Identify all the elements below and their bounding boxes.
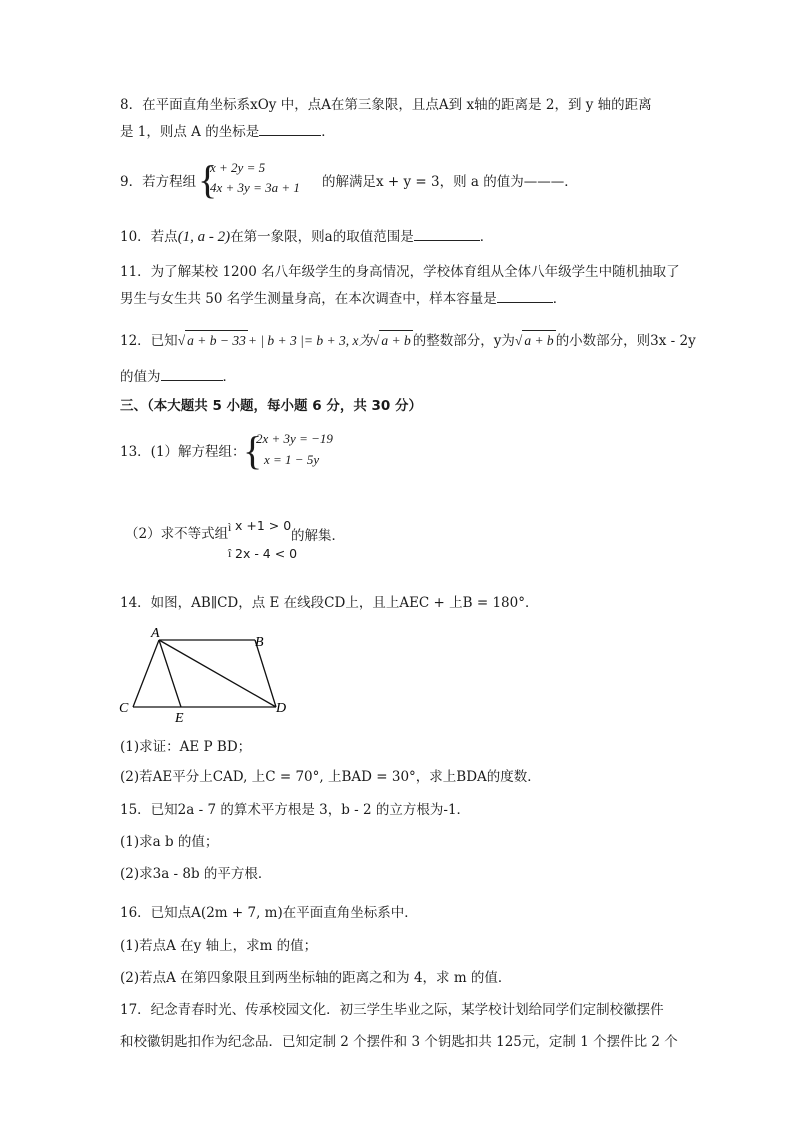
q12-mid-1: + | b + 3 |= b + 3, x为 [247, 333, 372, 348]
q14-part1: (1)求证：AE P BD； [120, 739, 252, 755]
q15-part1: (1)求a b 的值； [120, 834, 219, 850]
vertex-label-d: D [276, 701, 287, 716]
q10-line [120, 226, 493, 247]
q9-equation-1: x + 2y = 5 [210, 160, 266, 175]
system-brace: î [228, 546, 232, 560]
q8-line2-text: 是 1，则点 A 的坐标是 [120, 124, 260, 140]
q11-line2-text: 男生与女生共 50 名学生测量身高，在本次调查中，样本容量是 [120, 291, 497, 307]
q13-inequality-2: 2x - 4 < 0 [235, 546, 298, 561]
q12-sqrt-3: a + b [522, 330, 555, 351]
q12-line1: 12．已知√ a + b − 33 + | b + 3 |= b + 3, x为√ a + b 的整数部分，y为√ a + b 的小数部分，则3x - 2y [120, 330, 696, 351]
q10-suffix: ． [479, 229, 494, 245]
q13-inequality-1: x +1 > 0 [235, 518, 292, 533]
q13-part2-suffix: 的解集． [291, 528, 345, 544]
q12-mid-2: 的整数部分，y为 [412, 333, 515, 349]
q11-line1: 11．为了解某校 1200 名八年级学生的身高情况，学校体育组从全体八年级学生中随机抽取了 [120, 264, 680, 280]
q16-part1: (1)若点A 在y 轴上，求m 的值； [120, 938, 318, 954]
q12-prefix: 12．已知 [120, 333, 178, 349]
vertex-label-a: A [151, 626, 160, 641]
system-brace: ì [228, 520, 232, 534]
answer-blank [161, 366, 223, 381]
q16-stem: 16．已知点A(2m + 7, m)在平面直角坐标系中． [120, 905, 418, 921]
q10-mid: 在第一象限，则a的取值范围是 [230, 229, 414, 245]
answer-blank [259, 121, 321, 136]
system-brace: { [243, 428, 263, 473]
q9-equation-2: 4x + 3y = 3a + 1 [210, 180, 300, 195]
q13-part2-prefix: （2）求不等式组 [125, 526, 229, 542]
answer-blank [414, 226, 480, 241]
q14-part2: (2)若AE平分上CAD, 上C = 70°, 上BAD = 30°，求上BDA的度数． [120, 769, 541, 785]
vertex-label-e: E [175, 711, 184, 726]
answer-blank [497, 288, 553, 303]
q12-line2-end: ． [222, 369, 236, 385]
q12-sqrt-2: a + b [379, 330, 412, 351]
system-brace: { [198, 157, 218, 202]
q9-suffix: 的解满足x + y = 3，则 a 的值为———． [322, 174, 578, 190]
q12-mid-3: 的小数部分，则3x - 2y [555, 333, 696, 349]
q10-prefix: 10．若点 [120, 229, 178, 245]
q17-line2: 和校徽钥匙扣作为纪念品．已知定制 2 个摆件和 3 个钥匙扣共 125元，定制 1 个摆件比 2 个 [120, 1034, 678, 1050]
q14-figure [115, 622, 295, 727]
q12-line2-text: 的值为 [120, 369, 161, 385]
q17-line1: 17．纪念青春时光、传承校园文化．初三学生毕业之际，某学校计划给同学们定制校徽摆件 [120, 1002, 664, 1018]
q15-stem: 15．已知2a - 7 的算术平方根是 3，b - 2 的立方根为-1． [120, 802, 471, 818]
q8-line2-end: ． [321, 124, 335, 140]
q11-line2 [120, 288, 566, 309]
q13-equation-2: x = 1 − 5y [264, 452, 320, 467]
section-heading: 三、（本大题共 5 小题，每小题 6 分，共 30 分） [120, 398, 423, 414]
q13-part1-prefix: 13．(1）解方程组： [120, 444, 246, 460]
q11-line2-end: ． [552, 291, 567, 307]
q12-sqrt-1: a + b − 33 [185, 330, 248, 351]
q13-equation-1: 2x + 3y = −19 [256, 431, 333, 446]
vertex-label-c: C [119, 701, 129, 716]
q10-point: (1, a - 2) [177, 229, 231, 245]
q16-part2: (2)若点A 在第四象限且到两坐标轴的距离之和为 4，求 m 的值． [120, 970, 512, 986]
q8-line2 [120, 121, 335, 142]
q15-part2: (2)求3a - 8b 的平方根． [120, 866, 272, 882]
q14-stem: 14．如图，AB∥CD，点 E 在线段CD上，且上AEC + 上B = 180°． [120, 595, 539, 611]
q8-line1: 8．在平面直角坐标系xOy 中，点A在第三象限，且点A到 x轴的距离是 2，到 y 轴的距离 [120, 97, 652, 113]
q9-prefix: 9．若方程组 [120, 174, 197, 190]
q12-line2 [120, 366, 236, 387]
vertex-label-b: B [255, 635, 264, 650]
